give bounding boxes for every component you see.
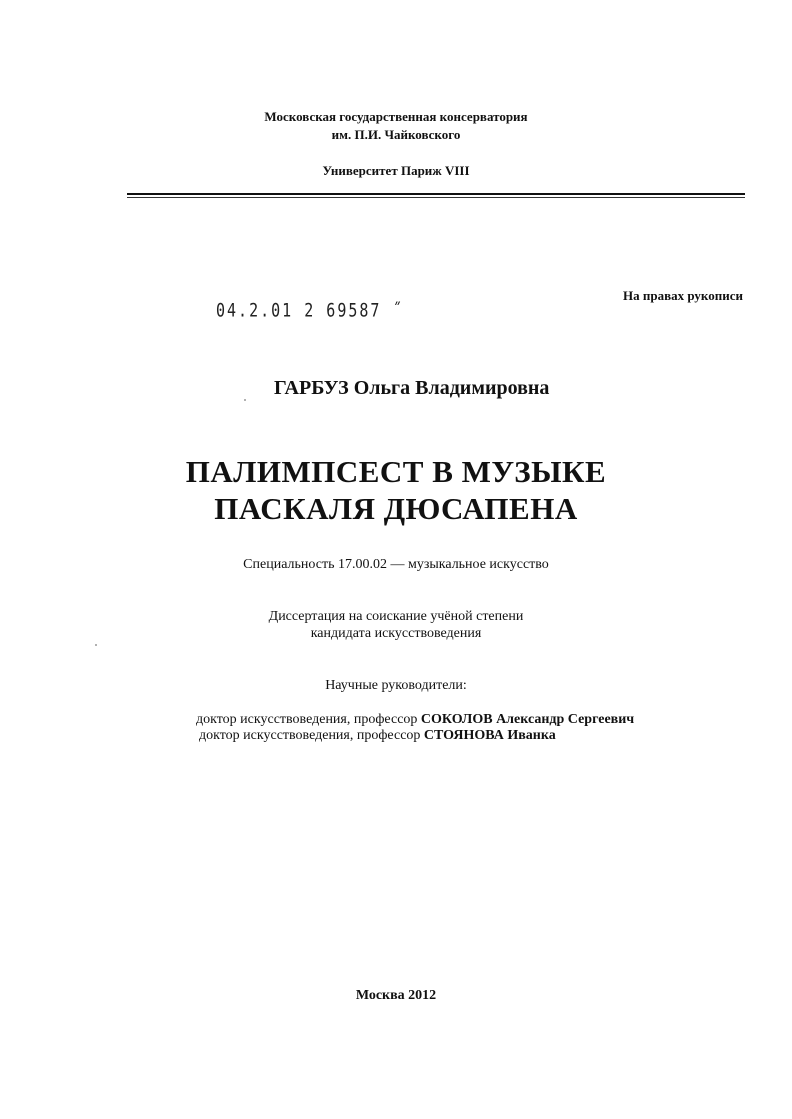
degree-line1: Диссертация на соискание учёной степени — [268, 609, 524, 624]
advisor-item — [196, 711, 634, 728]
archive-code: 04.2.01 2 69587 ˝ — [216, 299, 404, 322]
university-name: Университет Париж VIII — [322, 163, 470, 178]
header-rule-thin — [127, 197, 745, 198]
advisor-name: СОКОЛОВ Александр Сергеевич — [420, 712, 635, 727]
institution-name: Московская государственная консерватория — [264, 109, 528, 124]
dissertation-title-line2: ПАСКАЛЯ ДЮСАПЕНА — [214, 491, 578, 526]
advisor-title: доктор искусствоведения, профессор — [196, 712, 421, 727]
header-rule — [127, 193, 745, 195]
advisor-name: СТОЯНОВА Иванка — [423, 728, 556, 743]
specialty: Специальность 17.00.02 — музыкальное искусство — [243, 557, 549, 572]
advisors-heading: Научные руководители: — [325, 678, 467, 693]
advisor-item — [199, 727, 556, 744]
institution-subtitle: им. П.И. Чайковского — [331, 127, 461, 142]
manuscript-note: На правах рукописи — [623, 288, 743, 303]
advisor-title: доктор искусствоведения, профессор — [199, 728, 424, 743]
scan-speck — [244, 399, 246, 401]
scan-speck — [95, 644, 97, 646]
city-year: Москва 2012 — [355, 988, 437, 1003]
degree-line2: кандидата искусствоведения — [310, 626, 482, 641]
dissertation-title-line1: ПАЛИМПСЕСТ В МУЗЫКЕ — [185, 454, 607, 489]
author-name: ГАРБУЗ Ольга Владимировна — [274, 377, 550, 399]
